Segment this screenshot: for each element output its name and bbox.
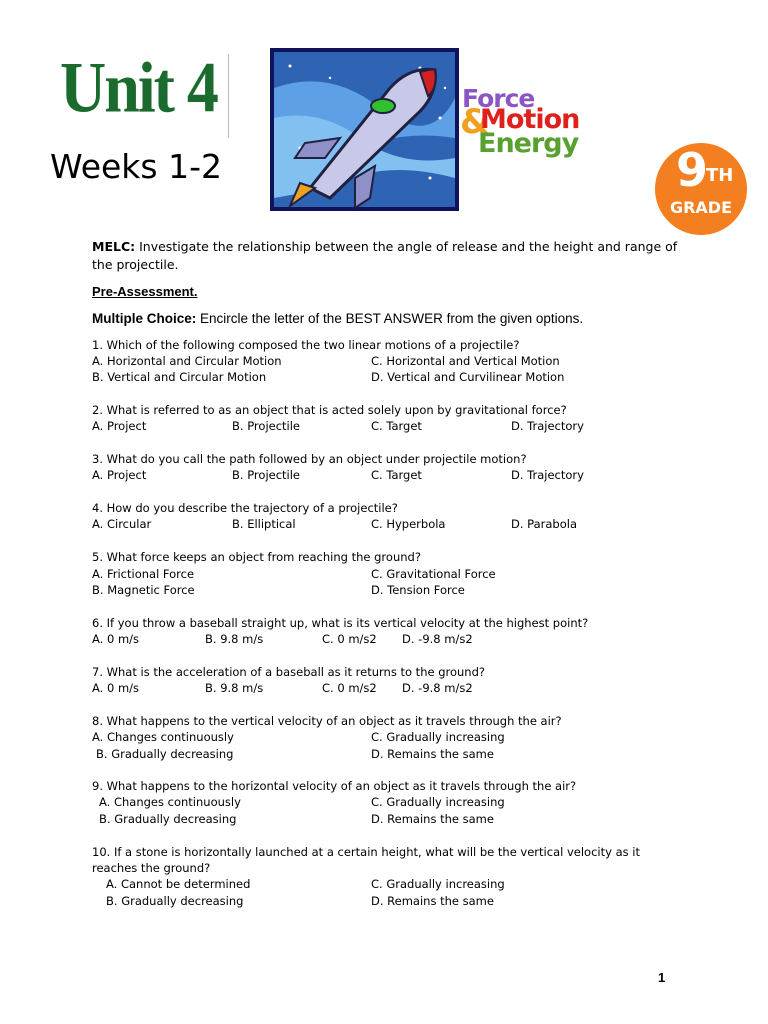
question-2: 2. What is referred to as an object that is acted solely upon by gravitational force? [92,403,567,417]
q3-option-a[interactable]: A. Project [92,468,147,482]
header-divider [228,54,229,138]
q2-option-b[interactable]: B. Projectile [232,419,301,433]
q10-option-d[interactable]: D. Remains the same [371,894,494,908]
q4-option-d[interactable]: D. Parabola [511,517,577,531]
grade-suffix: TH [706,165,734,186]
melc-label: MELC: [92,239,136,254]
q4-option-a[interactable]: A. Circular [92,517,152,531]
melc-text: Investigate the relationship between the angle of release and the height and range of the projectile. [92,239,678,272]
question-6: 6. If you throw a baseball straight up, what is its vertical velocity at the highest point? [92,616,589,630]
question-10: 10. If a stone is horizontally launched at a certain height, what will be the vertical velocity as it reaches the ground? [92,845,640,875]
q2-option-a[interactable]: A. Project [92,419,147,433]
q9-option-b[interactable]: B. Gradually decreasing [99,812,237,826]
q5-option-b[interactable]: B. Magnetic Force [92,583,195,597]
mc-label: Multiple Choice: [92,311,197,326]
brand-energy: Energy [478,128,579,159]
q7-option-d[interactable]: D. -9.8 m/s2 [402,681,473,695]
q7-option-b[interactable]: B. 9.8 m/s [205,681,264,695]
q3-option-b[interactable]: B. Projectile [232,468,301,482]
q1-option-a[interactable]: A. Horizontal and Circular Motion [92,354,282,368]
multiple-choice-instruction [92,311,583,326]
q8-option-d[interactable]: D. Remains the same [371,747,494,761]
q8-option-a[interactable]: A. Changes continuously [92,730,234,744]
q2-option-c[interactable]: C. Target [371,419,422,433]
q5-option-d[interactable]: D. Tension Force [371,583,465,597]
weeks-label: Weeks 1-2 [50,147,222,186]
question-3: 3. What do you call the path followed by an object under projectile motion? [92,452,527,466]
brand-motion: Motion [480,104,580,135]
q8-option-c[interactable]: C. Gradually increasing [371,730,505,744]
q4-option-c[interactable]: C. Hyperbola [371,517,446,531]
grade-label: GRADE [669,198,733,217]
q3-option-d[interactable]: D. Trajectory [511,468,584,482]
q1-option-b[interactable]: B. Vertical and Circular Motion [92,370,267,384]
q3-option-c[interactable]: C. Target [371,468,422,482]
q5-option-c[interactable]: C. Gravitational Force [371,567,496,581]
q10-option-c[interactable]: C. Gradually increasing [371,877,505,891]
unit-title: Unit 4 [60,47,217,128]
q7-option-a[interactable]: A. 0 m/s [92,681,140,695]
q8-option-b[interactable]: B. Gradually decreasing [96,747,234,761]
question-1: 1. Which of the following composed the two linear motions of a projectile? [92,338,520,352]
mc-text: Encircle the letter of the BEST ANSWER from the given options. [196,311,584,326]
brand-ampersand: & [460,102,490,142]
q6-option-c[interactable]: C. 0 m/s2 [322,632,377,646]
grade-number: 9 [676,143,709,197]
question-9: 9. What happens to the horizontal velocity of an object as it travels through the air? [92,779,577,793]
q6-option-d[interactable]: D. -9.8 m/s2 [402,632,473,646]
pre-assessment-heading: Pre-Assessment. [92,284,198,299]
q5-option-a[interactable]: A. Frictional Force [92,567,195,581]
q1-option-d[interactable]: D. Vertical and Curvilinear Motion [371,370,565,384]
q10-option-b[interactable]: B. Gradually decreasing [106,894,244,908]
q7-option-c[interactable]: C. 0 m/s2 [322,681,377,695]
q6-option-a[interactable]: A. 0 m/s [92,632,140,646]
q1-option-c[interactable]: C. Horizontal and Vertical Motion [371,354,560,368]
melc-statement [92,238,684,274]
question-4: 4. How do you describe the trajectory of a projectile? [92,501,398,515]
page-number: 1 [658,970,666,985]
q9-option-d[interactable]: D. Remains the same [371,812,494,826]
question-5: 5. What force keeps an object from reaching the ground? [92,550,421,564]
q2-option-d[interactable]: D. Trajectory [511,419,584,433]
grade-badge [655,143,747,235]
q6-option-b[interactable]: B. 9.8 m/s [205,632,264,646]
question-8: 8. What happens to the vertical velocity of an object as it travels through the air? [92,714,562,728]
rocket-illustration [270,48,459,211]
q10-option-a[interactable]: A. Cannot be determined [106,877,251,891]
brand-force: Force [462,84,535,113]
q4-option-b[interactable]: B. Elliptical [232,517,296,531]
q9-option-c[interactable]: C. Gradually increasing [371,795,505,809]
question-7: 7. What is the acceleration of a baseball as it returns to the ground? [92,665,485,679]
force-motion-energy-logo [460,84,620,164]
q9-option-a[interactable]: A. Changes continuously [99,795,241,809]
